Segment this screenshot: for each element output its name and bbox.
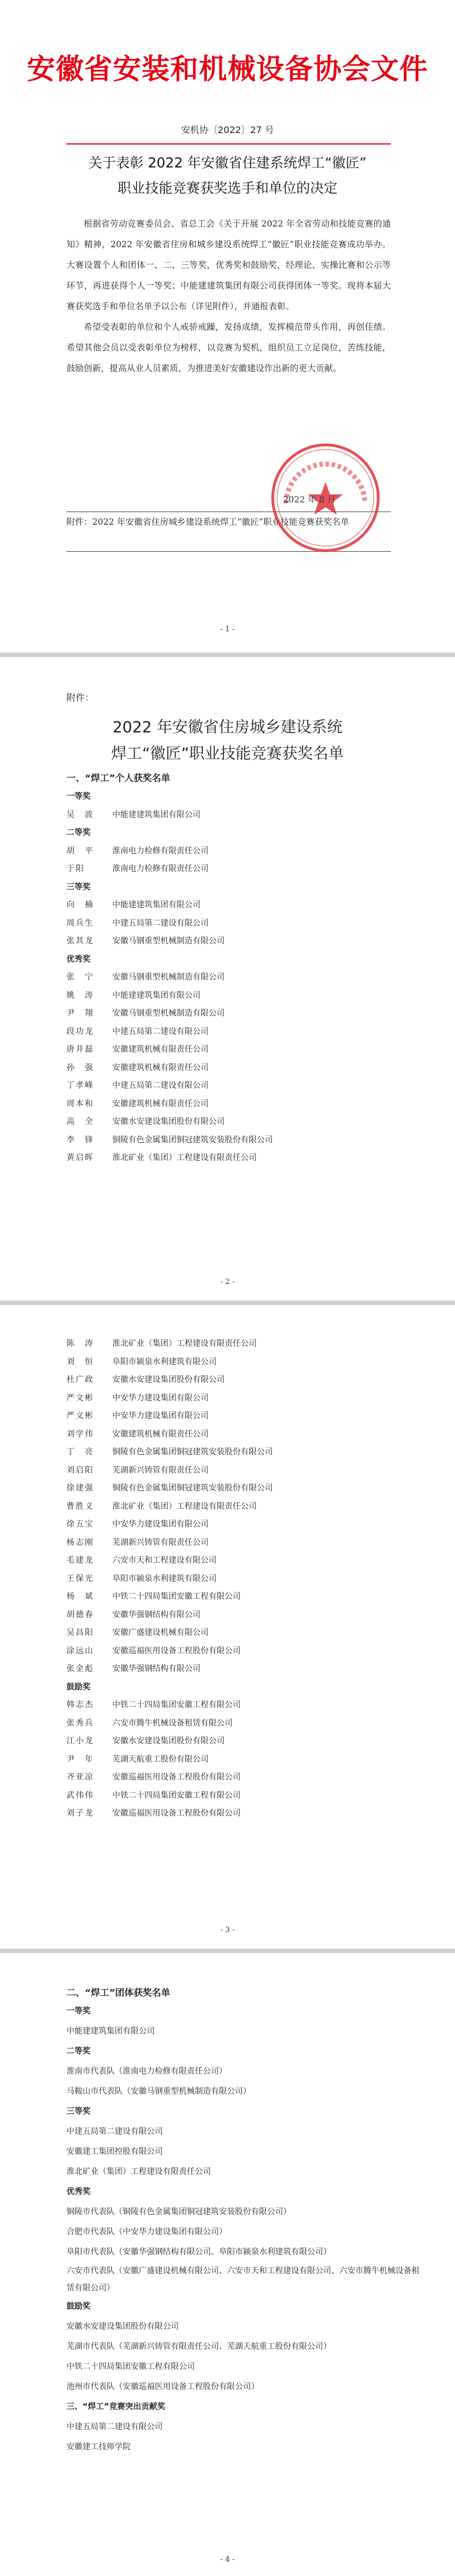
- team-tier-encouragement: 鼓励奖: [66, 2302, 91, 2311]
- page-1: [0, 0, 455, 653]
- tier-third-prize: 三等奖: [66, 882, 91, 892]
- award-row: [66, 987, 410, 1005]
- annex-label: 附件：: [66, 692, 95, 703]
- winner-organization: 安徽巡福医用设备工程股份有限公司: [112, 1773, 241, 1782]
- winner-name: 涂远山: [66, 1646, 94, 1656]
- winner-organization: 中安华力建设集团有限公司: [112, 1520, 209, 1529]
- award-row: 向 楠 中能建建筑集团有限公司: [66, 900, 201, 910]
- winner-organization: 安徽广盛建设机械有限公司: [112, 1628, 209, 1637]
- winner-organization: 安徽马钢重型机械制造有限公司: [112, 1009, 225, 1018]
- winner-name: 徐建强: [66, 1484, 94, 1493]
- winner-organization: 安徽华强钢结构有限公司: [112, 1664, 201, 1673]
- team-row: 中能建建筑集团有限公司: [66, 2027, 155, 2036]
- page-number: - 1 -: [220, 625, 235, 634]
- team-row: 马鞍山市代表队（安徽马钢重型机械制造有限公司）: [66, 2087, 251, 2096]
- award-row: [66, 1371, 410, 1390]
- winner-organization: 淮北矿业（集团）工程建设有限责任公司: [112, 1501, 257, 1511]
- winner-organization: 中铁二十四局集团安徽工程有限公司: [112, 1592, 241, 1601]
- winner-organization: 中能建建筑集团有限公司: [112, 990, 201, 1000]
- team-tier-second: 二等奖: [66, 2047, 91, 2056]
- award-row: [66, 1353, 410, 1372]
- winner-organization: 淮北矿业（集团）工程建设有限责任公司: [112, 1339, 257, 1348]
- winner-organization: 中建五局第二建设有限公司: [112, 1027, 209, 1036]
- winner-name: 李 锋: [66, 1135, 94, 1145]
- award-row: [66, 1426, 410, 1444]
- red-divider: [66, 143, 391, 145]
- winner-organization: 安徽建筑机械有限责任公司: [112, 1429, 209, 1439]
- award-row: [66, 1660, 410, 1679]
- award-row: [66, 1805, 410, 1823]
- winner-name: 刘学伟: [66, 1429, 94, 1439]
- winner-organization: 中安华力建设集团有限公司: [112, 1411, 209, 1420]
- tier-excellence-award: 优秀奖: [66, 954, 91, 964]
- winner-name: 江小龙: [66, 1736, 94, 1746]
- page-number: - 2 -: [220, 1278, 235, 1286]
- winner-organization: 芜湖天航重工股份有限公司: [112, 1754, 209, 1764]
- winner-name: 黄启晖: [66, 1153, 94, 1162]
- award-row: [66, 1113, 410, 1131]
- winner-name: 王保光: [66, 1574, 94, 1583]
- team-tier-excellence: 优秀奖: [66, 2187, 91, 2196]
- winner-organization: 中安华力建设集团有限公司: [112, 1393, 209, 1403]
- team-tier-first: 一等奖: [66, 2007, 91, 2016]
- winner-organization: 中铁二十四局集团安徽工程有限公司: [112, 1790, 241, 1800]
- award-row: [66, 1696, 410, 1715]
- winner-organization: 芜湖新兴铸管有限责任公司: [112, 1465, 209, 1475]
- team-row: 淮北矿业（集团）工程建设有限责任公司: [66, 2167, 211, 2176]
- award-row: 吴 波 中能建建筑集团有限公司: [66, 810, 201, 819]
- winner-name: 刘启阳: [66, 1465, 94, 1475]
- award-row: [66, 1480, 410, 1498]
- award-row: [66, 1732, 410, 1751]
- award-row: [66, 1390, 410, 1408]
- team-row: 铜陵市代表队（铜陵有色金属集团铜冠建筑安装股份有限公司）: [66, 2207, 291, 2216]
- winner-organization: 阜阳市颍泉水利建筑有限公司: [112, 1574, 217, 1583]
- award-row: [66, 1624, 410, 1642]
- paragraph-2: 希望受表彰的单位和个人戒骄戒躁，发扬成绩，发挥模范带头作用，再创佳绩。希望其他会员以受表彰单位为榜样，以竞赛为契机，组织员工立足岗位，苦练技能，鼓励创新，提高从业人员素质，为推进美好安徽建设作出新的更大贡献。: [66, 322, 391, 373]
- award-row: 于阳 淮南电力检修有限责任公司: [66, 864, 209, 873]
- decision-title-line2: 职业技能竞赛获奖选手和单位的决定: [117, 180, 338, 196]
- team-row: 安徽水安建设集团股份有限公司: [66, 2322, 179, 2331]
- winner-name: 唐井磊: [66, 1045, 94, 1054]
- winner-organization: 安徽华强钢结构有限公司: [112, 1610, 201, 1619]
- winner-name: 曹胜义: [66, 1501, 94, 1511]
- winner-name: 丁 亮: [66, 1447, 94, 1457]
- award-row: [66, 1462, 410, 1480]
- document-number: 安机协〔2022〕27 号: [181, 124, 274, 135]
- attachment-note: 附件：2022 年安徽省住房城乡建设系统焊工“徽匠”职业技能竞赛获奖名单: [66, 512, 391, 552]
- team-row: 池州市代表队（安徽巡福医用设备工程股份有限公司）: [66, 2382, 259, 2391]
- winner-name: 徐五宝: [66, 1520, 94, 1529]
- award-row: [66, 1751, 410, 1769]
- winner-name: 严文彬: [66, 1411, 94, 1420]
- award-row: [66, 1005, 410, 1023]
- award-row: [66, 1715, 410, 1733]
- decision-title-line1: 关于表彰 2022 年安徽省住建系统焊工“徽匠”: [88, 155, 367, 171]
- individual-award-list: [66, 788, 410, 1168]
- winner-name: 段功龙: [66, 1027, 94, 1036]
- award-row: [66, 1149, 410, 1168]
- winner-organization: 安徽巡福医用设备工程股份有限公司: [112, 1646, 241, 1656]
- award-row: [66, 1498, 410, 1516]
- award-row: [66, 1516, 410, 1534]
- winner-organization: 安徽马钢重型机械制造有限公司: [112, 973, 225, 982]
- signing-date: 2022 年 8 月: [283, 494, 336, 505]
- page-2: [0, 657, 455, 1301]
- winner-name: 吴昌阳: [66, 1628, 94, 1637]
- award-row: [66, 1335, 410, 1353]
- winner-name: 杨志刚: [66, 1537, 94, 1547]
- award-row: [66, 1131, 410, 1150]
- team-tier-third: 三等奖: [66, 2107, 91, 2116]
- tier-first-prize: 一等奖: [66, 792, 91, 801]
- winner-organization: 安徽建筑机械有限责任公司: [112, 1099, 209, 1109]
- award-row: [66, 969, 410, 987]
- award-row: [66, 1041, 410, 1059]
- winner-organization: 安徽水安建设集团股份有限公司: [112, 1375, 225, 1384]
- winner-name: 高 全: [66, 1117, 94, 1126]
- tier-second-prize: 二等奖: [66, 828, 91, 837]
- award-row: [66, 1570, 410, 1588]
- team-row: 中建五局第二建设有限公司: [66, 2422, 163, 2431]
- winner-organization: 铜陵有色金属集团铜冠建筑安装股份有限公司: [112, 1484, 273, 1493]
- page-3: [0, 1305, 455, 1949]
- team-row: 芜湖市代表队（芜湖新兴铸管有限责任公司、芜湖天航重工股份有限公司）: [66, 2342, 331, 2351]
- winner-name: 陈 涛: [66, 1339, 94, 1348]
- award-row: [66, 1534, 410, 1552]
- page-number: - 3 -: [220, 1926, 235, 1934]
- award-row: [66, 1769, 410, 1787]
- winner-name: 孙 强: [66, 1063, 94, 1072]
- paragraph-1: 根据省劳动竞赛委员会、省总工会《关于开展 2022 年全省劳动和技能竞赛的通知》精神，2022 年安徽省住房和城乡建设系统焊工“徽匠”职业技能竞赛成功举办。大赛设置个人和团体一、二、三等奖，优秀奖和鼓励奖，经理论、实操比赛和公示等环节，再进获得个人一等奖；中能建建筑集团有限公司获得团体一等奖。现将本届大赛获奖选手和单位名单予以公布（详见附件），并通报表彰。: [66, 218, 391, 311]
- team-row: 安徽建工集团控股有限公司: [66, 2147, 163, 2156]
- team-row: 安徽建工技师学院: [66, 2442, 131, 2452]
- winner-name: 刘 恒: [66, 1357, 94, 1367]
- team-award-list: [66, 2001, 422, 2457]
- section-team-awards: 二、“焊工”团体获奖名单: [66, 1987, 171, 1998]
- body-text: [66, 213, 391, 378]
- award-row: 周兵生 中建五局第二建设有限公司: [66, 918, 209, 928]
- winner-name: 尹 翔: [66, 1009, 94, 1018]
- team-row: 六安市代表队（安徽广盛建设机械有限公司、六安市天和工程建设有限公司、六安市腾牛机械设备租赁有限公司）: [66, 2266, 419, 2293]
- team-row: 中铁二十四局集团安徽工程有限公司: [66, 2362, 195, 2371]
- team-row: 中建五局第二建设有限公司: [66, 2127, 163, 2136]
- individual-award-list-continued: [66, 1335, 410, 1823]
- winner-name: 周本和: [66, 1099, 94, 1109]
- winner-name: 严文彬: [66, 1393, 94, 1403]
- winner-organization: 六安市腾牛机械设备租赁有限公司: [112, 1718, 233, 1728]
- page-4: [0, 1953, 455, 2576]
- award-row: [66, 1059, 410, 1078]
- winner-name: 齐亚凉: [66, 1773, 94, 1782]
- team-row: 合肥市代表队（中安华力建设集团有限公司）: [66, 2227, 227, 2237]
- winner-name: 胡德春: [66, 1610, 94, 1619]
- winner-name: 尹 年: [66, 1754, 94, 1764]
- winner-name: 韩志杰: [66, 1700, 94, 1709]
- award-row: [66, 1606, 410, 1625]
- winner-name: 杨 斌: [66, 1592, 94, 1601]
- award-row: [66, 1642, 410, 1661]
- winner-organization: 铜陵有色金属集团铜冠建筑安装股份有限公司: [112, 1447, 273, 1457]
- award-row: [66, 1787, 410, 1805]
- section-contribution-award: 三、“焊工”竞赛突出贡献奖: [66, 2402, 166, 2411]
- winner-organization: 安徽建筑机械有限责任公司: [112, 1045, 209, 1054]
- tier-encouragement-award: 鼓励奖: [66, 1682, 91, 1692]
- winner-name: 姚 涛: [66, 990, 94, 1000]
- team-row: 淮南市代表队（淮南电力检修有限责任公司）: [66, 2067, 227, 2076]
- winner-name: 张秀兵: [66, 1718, 94, 1728]
- page-number: - 4 -: [220, 2555, 235, 2564]
- winner-organization: 中建五局第二建设有限公司: [112, 1081, 209, 1090]
- winner-organization: 中铁二十四局集团安徽工程有限公司: [112, 1700, 241, 1709]
- award-row: 胡 平 淮南电力检修有限责任公司: [66, 846, 209, 856]
- winner-organization: 安徽建筑机械有限责任公司: [112, 1063, 209, 1072]
- award-row: [66, 1552, 410, 1570]
- annex-title-line1: 2022 年安徽省住房城乡建设系统: [112, 719, 343, 736]
- winner-name: 武伟伟: [66, 1790, 94, 1800]
- winner-name: 毛建龙: [66, 1556, 94, 1565]
- winner-name: 刘子龙: [66, 1809, 94, 1818]
- winner-organization: 阜阳市颍泉水利建筑有限公司: [112, 1357, 217, 1367]
- winner-organization: 芜湖新兴铸管有限责任公司: [112, 1537, 209, 1547]
- winner-name: 张 宁: [66, 973, 94, 982]
- winner-name: 丁孝峰: [66, 1081, 94, 1090]
- winner-name: 张金彪: [66, 1664, 94, 1673]
- award-row: [66, 1443, 410, 1462]
- award-row: 张其龙 安徽马钢重型机械制造有限公司: [66, 936, 225, 946]
- winner-organization: 淮北矿业（集团）工程建设有限责任公司: [112, 1153, 257, 1162]
- award-row: [66, 1023, 410, 1041]
- award-row: [66, 1095, 410, 1114]
- annex-title-line2: 焊工“徽匠”职业技能竞赛获奖名单: [111, 745, 344, 763]
- section-individual-awards: 一、“焊工”个人获奖名单: [66, 772, 171, 783]
- winner-organization: 安徽水安建设集团股份有限公司: [112, 1117, 225, 1126]
- winner-organization: 六安市天和工程建设有限公司: [112, 1556, 217, 1565]
- award-row: [66, 1407, 410, 1426]
- winner-organization: 安徽巡福医用设备工程股份有限公司: [112, 1809, 241, 1818]
- award-row: [66, 1077, 410, 1095]
- winner-name: 杜广政: [66, 1375, 94, 1384]
- award-row: [66, 1588, 410, 1606]
- document-header-title: 安徽省安装和机械设备协会文件: [26, 53, 428, 85]
- winner-organization: 安徽水安建设集团股份有限公司: [112, 1736, 225, 1746]
- winner-organization: 铜陵有色金属集团铜冠建筑安装股份有限公司: [112, 1135, 273, 1145]
- team-row: 阜阳市代表队（安徽华强钢结构有限公司、阜阳市颍泉水利建筑有限公司）: [66, 2247, 331, 2257]
